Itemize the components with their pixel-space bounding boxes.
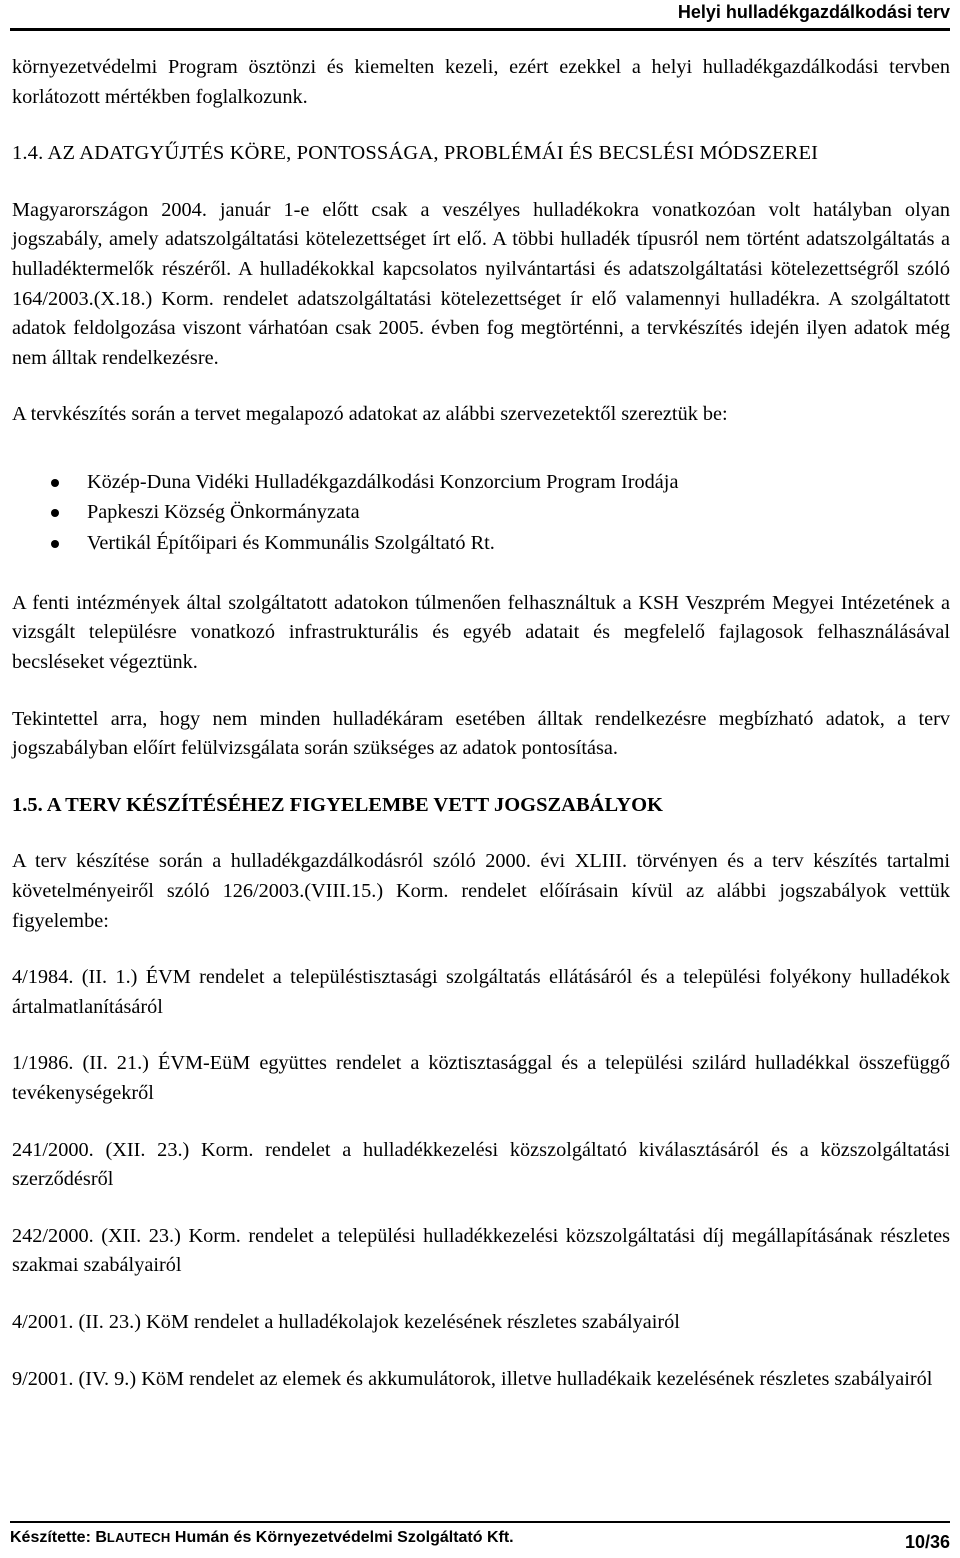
regulation-item: 4/2001. (II. 23.) KöM rendelet a hulladékolajok kezelésének részletes szabályairól: [12, 1310, 680, 1333]
footer-prefix: Készítette:: [10, 1529, 96, 1546]
footer-company-initial: B: [95, 1529, 107, 1546]
regulation-item: 241/2000. (XII. 23.) Korm. rendelet a hulladékkezelési közszolgáltató kiválasztásáról és a közszolgáltatási szerződésről: [12, 1138, 950, 1191]
regulation-item: 1/1986. (II. 21.) ÉVM-EüM együttes rendelet a köztisztasággal és a települési szilárd hulladékkal összefüggő tevékenységekről: [12, 1052, 950, 1104]
footer-company-name: LAUTECH: [106, 1530, 171, 1545]
running-header-title: Helyi hulladékgazdálkodási terv: [677, 2, 950, 22]
list-item-text: Közép-Duna Vidéki Hulladékgazdálkodási Konzorcium Program Irodája: [87, 470, 679, 493]
page-content: [12, 53, 950, 1394]
page-number: 10/36: [904, 1532, 950, 1552]
organization-list: [12, 467, 950, 558]
list-item-text: Papkeszi Község Önkormányzata: [87, 501, 360, 524]
section-1-5-heading: 1.5. A TERV KÉSZÍTÉSÉHEZ FIGYELEMBE VETT JOGSZABÁLYOK: [12, 793, 663, 816]
list-item: [12, 467, 950, 497]
regulation-item: 9/2001. (IV. 9.) KöM rendelet az elemek és akkumulátorok, illetve hulladékaik kezelésének részletes szabályairól: [12, 1367, 933, 1390]
bullet-icon: [51, 540, 59, 548]
section-1-4-heading: 1.4. AZ ADATGYŰJTÉS KÖRE, PONTOSSÁGA, PROBLÉMÁI ÉS BECSLÉSI MÓDSZEREI: [12, 142, 819, 165]
regulation-item: 4/1984. (II. 1.) ÉVM rendelet a településtisztasági szolgáltatás ellátásáról és a települési folyékony hulladékok ártalmatlanításáról: [12, 966, 950, 1018]
regulation-item: 242/2000. (XII. 23.) Korm. rendelet a települési hulladékkezelési közszolgáltatási díj megállapításának részletes szakmai szabályairól: [12, 1224, 950, 1277]
list-item-text: Vertikál Építőipari és Kommunális Szolgáltató Rt.: [87, 531, 495, 554]
footer-divider: [10, 1521, 950, 1523]
paragraph-laws-intro: A terv készítése során a hulladékgazdálkodásról szóló 2000. évi XLIII. törvényen és a terv készítés tartalmi követelményeiről szóló 126/2003.(VIII.15.) Korm. rendelet előírásain kívül az alábbi jogszabályok vettük figyelembe:: [12, 850, 950, 932]
list-item: [12, 497, 950, 527]
bullet-icon: [51, 479, 59, 487]
intro-paragraph: környezetvédelmi Program ösztönzi és kiemelten kezeli, ezért ezekkel a helyi hulladékgazdálkodási tervben korlátozott mértékben foglalkozunk.: [12, 56, 950, 108]
list-item: [12, 528, 950, 558]
header-divider: [10, 28, 950, 31]
footer-credits: [10, 1527, 810, 1549]
paragraph-sources-intro: A tervkészítés során a tervet megalapozó adatokat az alábbi szervezetektől szereztük be:: [12, 403, 728, 426]
bullet-icon: [51, 509, 59, 517]
footer-suffix: Humán és Környezetvédelmi Szolgáltató Kft.: [170, 1529, 514, 1546]
paragraph-legislation-2004: Magyarországon 2004. január 1-e előtt csak a veszélyes hulladékokra vonatkozóan volt hatályban olyan jogszabály, amely adatszolgáltatási kötelezettséget írt elő. A többi hulladék típusról nem történt adatszolgáltatás a hulladéktermelők részéről. A hulladékokkal kapcsolatos nyilvántartási és adatszolgáltatási kötelezettségről szóló 164/2003.(X.18.) Korm. rendelet adatszolgáltatási kötelezettséget ír elő valamennyi hulladékra. A szolgáltatott adatok feldolgozása viszont várhatóan csak 2005. évben fog megtörténni, a tervkészítés idején ilyen adatok még nem álltak rendelkezésre.: [12, 198, 950, 369]
paragraph-reliability: Tekintettel arra, hogy nem minden hulladékáram esetében álltak rendelkezésre megbízható adatok, a terv jogszabályban előírt felülvizsgálata során szükséges az adatok pontosítása.: [12, 707, 950, 760]
paragraph-ksh: A fenti intézmények által szolgáltatott adatokon túlmenően felhasználtuk a KSH Veszprém Megyei Intézetének a vizsgált településre vonatkozó infrastrukturális és egyéb adatait és megfelelő fajlagosok felhasználásával becsléseket végeztünk.: [12, 591, 950, 674]
